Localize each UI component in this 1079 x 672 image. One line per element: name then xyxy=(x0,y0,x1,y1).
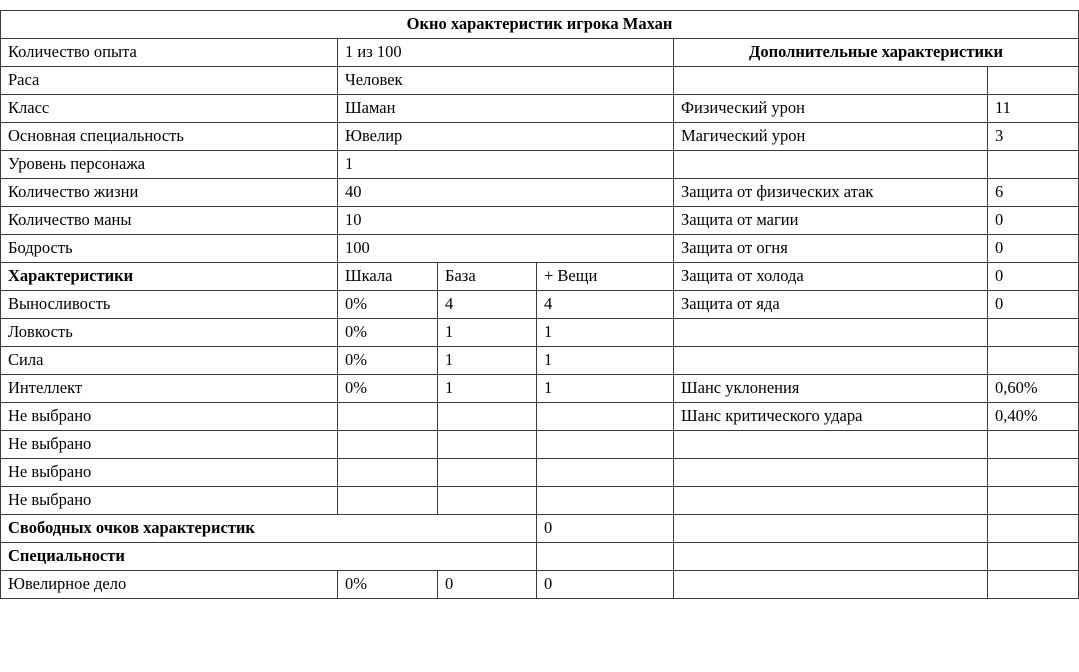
level-value: 1 xyxy=(338,151,674,179)
table-row-race xyxy=(1,67,1079,95)
attribute-base xyxy=(438,487,537,515)
specialty-scale: 0% xyxy=(338,571,438,599)
table-row-attribute xyxy=(1,459,1079,487)
table-row-attribute xyxy=(1,347,1079,375)
additional-value-1: 11 xyxy=(988,95,1079,123)
free-points-label: Свободных очков характеристик xyxy=(1,515,537,543)
additional-value-14 xyxy=(988,459,1079,487)
additional-label-7: Защита от холода xyxy=(674,263,988,291)
table-row-vigor xyxy=(1,235,1079,263)
main-specialty-value: Ювелир xyxy=(338,123,674,151)
additional-value-5: 0 xyxy=(988,207,1079,235)
specialty-base: 0 xyxy=(438,571,537,599)
additional-label-3 xyxy=(674,151,988,179)
table-row-attributes-header xyxy=(1,263,1079,291)
table-row-attribute xyxy=(1,319,1079,347)
attribute-base xyxy=(438,459,537,487)
additional-label-5: Защита от магии xyxy=(674,207,988,235)
attribute-name: Выносливость xyxy=(1,291,338,319)
attribute-scale: 0% xyxy=(338,319,438,347)
attribute-base xyxy=(438,431,537,459)
character-stats-window xyxy=(0,10,1078,599)
attribute-base: 1 xyxy=(438,347,537,375)
additional-label-12: Шанс критического удара xyxy=(674,403,988,431)
specialties-header-spacer xyxy=(537,543,674,571)
additional-label-13 xyxy=(674,431,988,459)
table-row-free-points xyxy=(1,515,1079,543)
table-row-class xyxy=(1,95,1079,123)
class-value: Шаман xyxy=(338,95,674,123)
column-header-items: + Вещи xyxy=(537,263,674,291)
attribute-name: Не выбрано xyxy=(1,487,338,515)
table-row-level xyxy=(1,151,1079,179)
table-row-specialties-header xyxy=(1,543,1079,571)
attribute-base: 4 xyxy=(438,291,537,319)
mana-value: 10 xyxy=(338,207,674,235)
specialty-items: 0 xyxy=(537,571,674,599)
additional-label-1: Физический урон xyxy=(674,95,988,123)
additional-label-10 xyxy=(674,347,988,375)
vigor-label: Бодрость xyxy=(1,235,338,263)
additional-label-2: Магический урон xyxy=(674,123,988,151)
additional-label-11: Шанс уклонения xyxy=(674,375,988,403)
attribute-scale: 0% xyxy=(338,375,438,403)
attribute-name: Сила xyxy=(1,347,338,375)
race-label: Раса xyxy=(1,67,338,95)
additional-label-8: Защита от яда xyxy=(674,291,988,319)
attribute-base xyxy=(438,403,537,431)
additional-label-15 xyxy=(674,487,988,515)
additional-label-4: Защита от физических атак xyxy=(674,179,988,207)
health-label: Количество жизни xyxy=(1,179,338,207)
attribute-scale xyxy=(338,459,438,487)
table-row-mana xyxy=(1,207,1079,235)
table-row-experience xyxy=(1,39,1079,67)
additional-value-10 xyxy=(988,347,1079,375)
table-row-title xyxy=(1,11,1079,39)
attribute-base: 1 xyxy=(438,319,537,347)
additional-value-9 xyxy=(988,319,1079,347)
main-specialty-label: Основная специальность xyxy=(1,123,338,151)
column-header-scale: Шкала xyxy=(338,263,438,291)
attribute-name: Не выбрано xyxy=(1,403,338,431)
additional-value-11: 0,60% xyxy=(988,375,1079,403)
table-row-attribute xyxy=(1,487,1079,515)
attribute-name: Интеллект xyxy=(1,375,338,403)
attribute-items: 1 xyxy=(537,347,674,375)
table-row-health xyxy=(1,179,1079,207)
additional-value-8: 0 xyxy=(988,291,1079,319)
additional-value-15 xyxy=(988,487,1079,515)
class-label: Класс xyxy=(1,95,338,123)
attribute-base: 1 xyxy=(438,375,537,403)
table-row-main-specialty xyxy=(1,123,1079,151)
additional-value-13 xyxy=(988,431,1079,459)
additional-label-14 xyxy=(674,459,988,487)
additional-stats-header: Дополнительные характеристики xyxy=(674,39,1079,67)
vigor-value: 100 xyxy=(338,235,674,263)
additional-value-4: 6 xyxy=(988,179,1079,207)
additional-label-9 xyxy=(674,319,988,347)
free-points-value: 0 xyxy=(537,515,674,543)
table-row-specialty xyxy=(1,571,1079,599)
additional-value-16 xyxy=(988,515,1079,543)
health-value: 40 xyxy=(338,179,674,207)
table-row-attribute xyxy=(1,291,1079,319)
attributes-header-label: Характеристики xyxy=(1,263,338,291)
additional-value-17 xyxy=(988,543,1079,571)
attribute-items xyxy=(537,403,674,431)
additional-value-6: 0 xyxy=(988,235,1079,263)
attribute-name: Не выбрано xyxy=(1,431,338,459)
mana-label: Количество маны xyxy=(1,207,338,235)
attribute-items xyxy=(537,487,674,515)
specialty-extra-2 xyxy=(988,571,1079,599)
attribute-items: 1 xyxy=(537,319,674,347)
attribute-items xyxy=(537,459,674,487)
experience-value: 1 из 100 xyxy=(338,39,674,67)
specialty-name: Ювелирное дело xyxy=(1,571,338,599)
attribute-scale: 0% xyxy=(338,291,438,319)
attribute-name: Не выбрано xyxy=(1,459,338,487)
specialty-extra-1 xyxy=(674,571,988,599)
additional-label-0 xyxy=(674,67,988,95)
additional-value-3 xyxy=(988,151,1079,179)
column-header-base: База xyxy=(438,263,537,291)
attribute-items: 1 xyxy=(537,375,674,403)
attribute-items: 4 xyxy=(537,291,674,319)
character-stats-table xyxy=(0,10,1079,599)
level-label: Уровень персонажа xyxy=(1,151,338,179)
experience-label: Количество опыта xyxy=(1,39,338,67)
specialties-header-label: Специальности xyxy=(1,543,537,571)
attribute-name: Ловкость xyxy=(1,319,338,347)
table-row-attribute xyxy=(1,375,1079,403)
additional-value-7: 0 xyxy=(988,263,1079,291)
attribute-scale xyxy=(338,487,438,515)
additional-label-6: Защита от огня xyxy=(674,235,988,263)
race-value: Человек xyxy=(338,67,674,95)
attribute-scale xyxy=(338,403,438,431)
additional-value-0 xyxy=(988,67,1079,95)
window-title: Окно характеристик игрока Махан xyxy=(1,11,1079,39)
additional-label-17 xyxy=(674,543,988,571)
additional-value-12: 0,40% xyxy=(988,403,1079,431)
attribute-scale: 0% xyxy=(338,347,438,375)
table-row-attribute xyxy=(1,403,1079,431)
table-row-attribute xyxy=(1,431,1079,459)
attribute-items xyxy=(537,431,674,459)
additional-value-2: 3 xyxy=(988,123,1079,151)
additional-label-16 xyxy=(674,515,988,543)
attribute-scale xyxy=(338,431,438,459)
